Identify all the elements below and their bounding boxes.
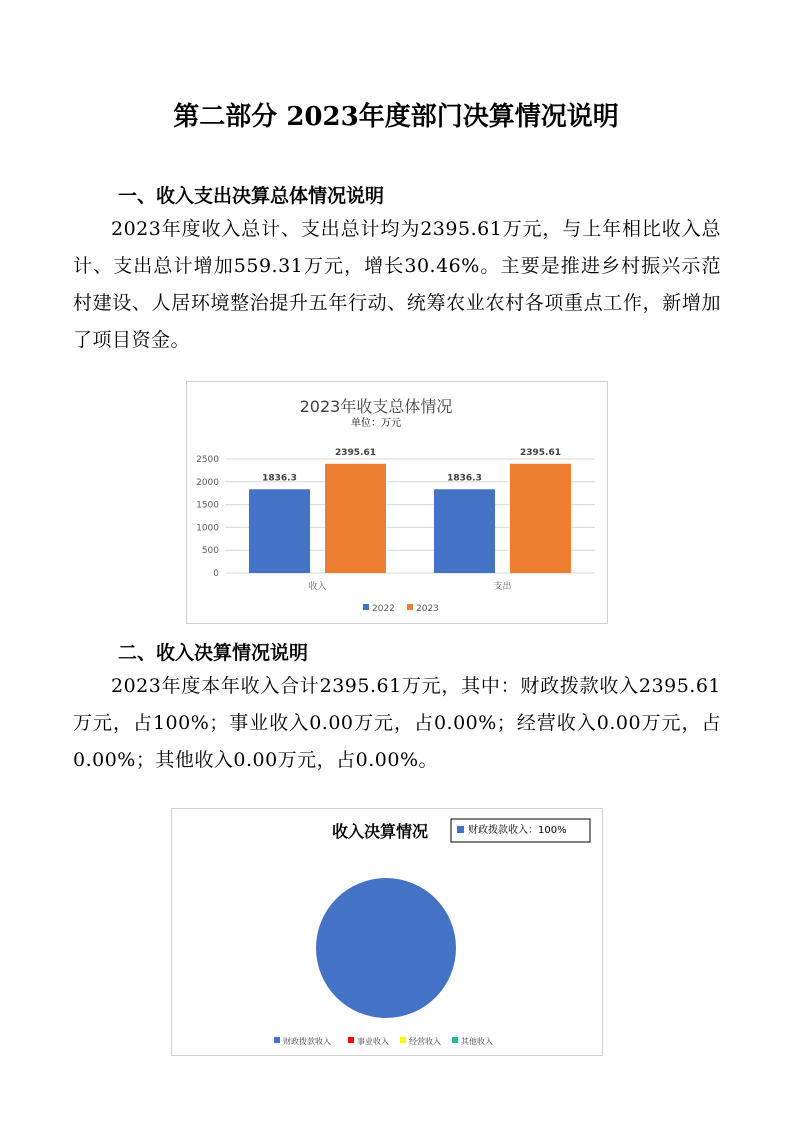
section1-heading: 一、收入支出决算总体情况说明 — [118, 185, 385, 207]
data-label: 1836.3 — [262, 473, 297, 484]
callout-label: 财政拨款收入：100% — [468, 825, 567, 836]
pie-chart-container — [171, 808, 603, 1056]
legend-label: 其他收入 — [461, 1037, 493, 1046]
legend-label-2023: 2023 — [416, 604, 439, 614]
legend-swatch-2023 — [407, 604, 413, 610]
pie-slice — [316, 878, 456, 1018]
chart-title: 收入决算情况 — [332, 822, 429, 841]
y-tick-label: 500 — [201, 546, 219, 557]
chart-subtitle: 单位：万元 — [351, 418, 401, 429]
y-tick-label: 0 — [213, 569, 219, 579]
legend-label: 财政拨款收入 — [283, 1037, 331, 1046]
x-tick-label: 收入 — [308, 582, 327, 592]
y-tick-label: 2500 — [196, 455, 219, 465]
y-tick-label: 1000 — [196, 523, 219, 534]
legend-label-2022: 2022 — [372, 604, 395, 614]
section2-heading: 二、收入决算情况说明 — [118, 642, 309, 664]
legend-swatch — [348, 1037, 354, 1043]
legend-swatch — [452, 1037, 458, 1043]
data-label: 1836.3 — [447, 473, 482, 484]
y-tick-label: 1500 — [196, 500, 219, 511]
data-label: 2395.61 — [335, 447, 376, 458]
legend-swatch — [400, 1037, 406, 1043]
bar-2022 — [249, 489, 310, 573]
section1-paragraph: 2023年度收入总计、支出总计均为2395.61万元，与上年相比收入总计、支出总计增加559.31万元，增长30.46%。主要是推进乡村振兴示范村建设、人居环境整治提升五年行动、统筹农业农村各项重点工作，新增加了项目资金。 — [73, 218, 721, 351]
bar-2022 — [434, 489, 495, 573]
page-title: 第二部分 2023年度部门决算情况说明 — [173, 102, 619, 132]
legend-label: 经营收入 — [409, 1037, 441, 1046]
y-tick-label: 2000 — [196, 477, 219, 488]
pie-chart — [172, 809, 602, 1055]
bar-2023 — [510, 464, 571, 573]
legend-swatch-2022 — [363, 604, 369, 610]
chart-title: 2023年收支总体情况 — [299, 397, 453, 416]
bar-chart-container — [186, 381, 608, 624]
legend-label: 事业收入 — [357, 1037, 389, 1046]
bar-chart — [187, 382, 607, 623]
callout-swatch — [457, 826, 464, 833]
data-label: 2395.61 — [520, 447, 561, 458]
bar-2023 — [325, 464, 386, 573]
x-tick-label: 支出 — [493, 582, 512, 592]
section2-paragraph: 2023年度本年收入合计2395.61万元，其中：财政拨款收入2395.61万元，占100%；事业收入0.00万元，占0.00%；经营收入0.00万元，占0.00%；其他收入0.00万元，占0.00%。 — [73, 675, 721, 771]
legend-swatch — [274, 1037, 280, 1043]
